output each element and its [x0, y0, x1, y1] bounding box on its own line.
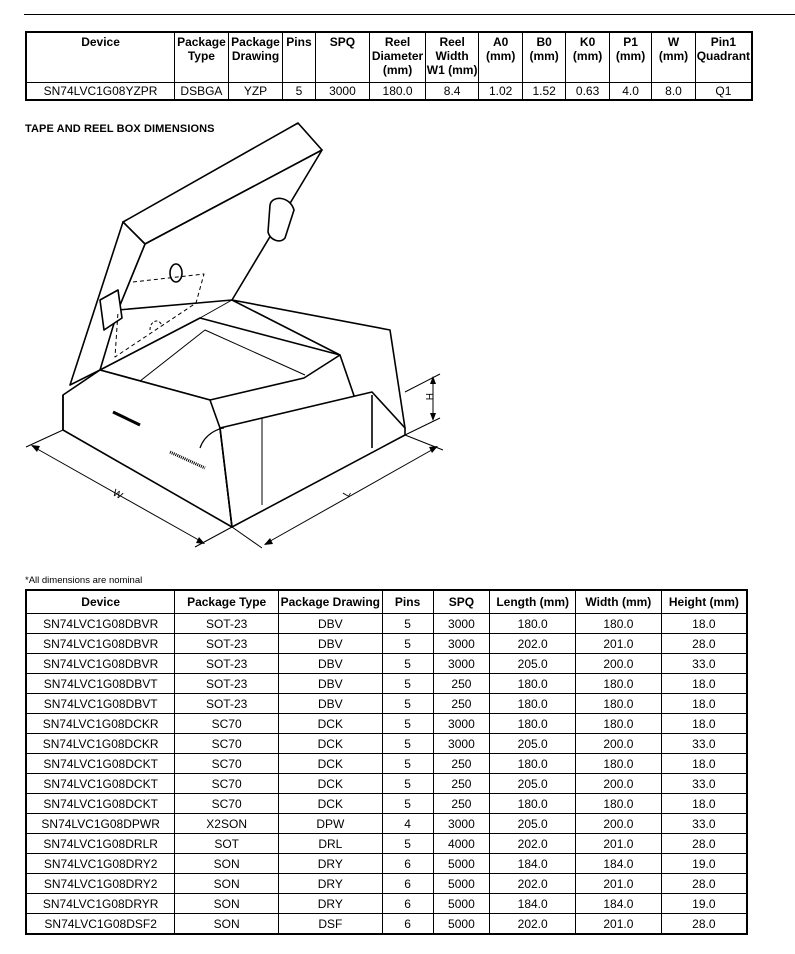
- dims-table-cell: DCK: [278, 774, 382, 794]
- dim-l-arrow-left: [264, 538, 273, 545]
- dims-table-cell: 28.0: [661, 874, 747, 894]
- dims-table-cell: 5: [382, 774, 433, 794]
- dims-table-row: [26, 814, 747, 834]
- dims-table-cell: 19.0: [661, 894, 747, 914]
- dims-table-cell: 202.0: [490, 874, 576, 894]
- spec-header-line: Diameter: [371, 49, 424, 63]
- dims-table-cell: SN74LVC1G08DBVT: [26, 694, 175, 714]
- dims-table-cell: 180.0: [490, 694, 576, 714]
- spec-table-cell: 4.0: [609, 83, 651, 101]
- dims-table-cell: SOT-23: [175, 674, 279, 694]
- dims-table-cell: 201.0: [576, 634, 662, 654]
- dims-table-cell: 180.0: [490, 794, 576, 814]
- dims-table-cell: DBV: [278, 654, 382, 674]
- box-dimensions-header-row: [26, 590, 747, 614]
- dims-table-cell: 6: [382, 874, 433, 894]
- dim-l-ext-right: [405, 435, 443, 450]
- dims-table-cell: SC70: [175, 774, 279, 794]
- spec-table-cell: 1.52: [522, 83, 565, 101]
- spec-header-cell: [652, 32, 695, 83]
- spec-header-cell: [283, 32, 315, 83]
- dims-table-row: [26, 774, 747, 794]
- spec-header-cell: [695, 32, 752, 83]
- spec-header-cell: [370, 32, 426, 83]
- dims-table-cell: 200.0: [576, 654, 662, 674]
- dims-table-cell: 5: [382, 794, 433, 814]
- dims-table-row: [26, 874, 747, 894]
- dims-table-cell: DCK: [278, 754, 382, 774]
- spec-table-cell: 0.63: [566, 83, 609, 101]
- dims-header-cell: Package Type: [175, 590, 279, 614]
- dims-table-cell: 180.0: [576, 694, 662, 714]
- dims-table-cell: 205.0: [490, 734, 576, 754]
- dims-table-cell: SC70: [175, 714, 279, 734]
- dims-table-cell: 180.0: [490, 614, 576, 634]
- spec-header-line: Device: [81, 35, 120, 49]
- dim-h-arrow-bottom: [430, 413, 436, 421]
- dims-header-cell: SPQ: [433, 590, 490, 614]
- dims-table-cell: DBV: [278, 614, 382, 634]
- dim-l-arrow-right: [429, 446, 438, 453]
- tape-reel-box-diagram: [20, 118, 450, 558]
- dims-table-cell: DSF: [278, 914, 382, 935]
- spec-header-line: P1: [623, 35, 638, 49]
- dims-table-cell: 18.0: [661, 754, 747, 774]
- top-rule: [24, 14, 795, 15]
- dims-table-cell: 3000: [433, 734, 490, 754]
- spec-table-cell: 8.0: [652, 83, 695, 101]
- dim-l-ext-left: [232, 527, 262, 548]
- dims-table-cell: 3000: [433, 814, 490, 834]
- dims-table-cell: 6: [382, 854, 433, 874]
- dims-table-cell: SC70: [175, 794, 279, 814]
- dims-table-cell: 201.0: [576, 874, 662, 894]
- dims-table-cell: 250: [433, 794, 490, 814]
- dims-table-cell: 18.0: [661, 714, 747, 734]
- dims-table-cell: DCK: [278, 714, 382, 734]
- dims-table-cell: 184.0: [576, 854, 662, 874]
- dim-h-ext-bottom: [405, 418, 440, 435]
- spec-header-line: Drawing: [231, 49, 280, 63]
- dims-table-cell: DBV: [278, 694, 382, 714]
- dims-table-cell: 202.0: [490, 834, 576, 854]
- spec-table-cell: SN74LVC1G08YZPR: [26, 83, 175, 101]
- dims-table-cell: 6: [382, 914, 433, 935]
- dims-header-cell: Width (mm): [576, 590, 662, 614]
- dims-table-cell: DRY: [278, 874, 382, 894]
- dims-table-cell: SN74LVC1G08DRY2: [26, 874, 175, 894]
- dims-table-cell: 180.0: [576, 794, 662, 814]
- dims-table-cell: 202.0: [490, 634, 576, 654]
- spec-header-cell: [425, 32, 479, 83]
- dims-header-cell: Device: [26, 590, 175, 614]
- dims-table-row: [26, 714, 747, 734]
- footnote: *All dimensions are nominal: [25, 575, 143, 586]
- dims-header-cell: Length (mm): [490, 590, 576, 614]
- dims-table-cell: 5: [382, 694, 433, 714]
- spec-table-cell: 3000: [315, 83, 370, 101]
- spec-header-line: Package: [177, 35, 226, 49]
- spec-header-line: SPQ: [329, 35, 356, 49]
- dims-table-cell: 180.0: [576, 614, 662, 634]
- dims-table-row: [26, 634, 747, 654]
- dims-table-cell: 250: [433, 754, 490, 774]
- dims-table-cell: DBV: [278, 634, 382, 654]
- dims-table-row: [26, 894, 747, 914]
- dims-table-cell: SOT-23: [175, 654, 279, 674]
- dims-table-cell: 6: [382, 894, 433, 914]
- dims-table-cell: SN74LVC1G08DCKR: [26, 714, 175, 734]
- dims-table-cell: DCK: [278, 734, 382, 754]
- dims-table-cell: 205.0: [490, 654, 576, 674]
- dims-table-cell: DCK: [278, 794, 382, 814]
- spec-header-line: (mm): [615, 49, 646, 63]
- spec-header-line: (mm): [572, 49, 603, 63]
- box-right-face: [220, 392, 405, 527]
- dims-table-cell: 200.0: [576, 774, 662, 794]
- dims-table-cell: SN74LVC1G08DCKT: [26, 774, 175, 794]
- dims-table-cell: 250: [433, 694, 490, 714]
- dims-table-row: [26, 674, 747, 694]
- dims-table-cell: 18.0: [661, 614, 747, 634]
- box-dimensions-table: [25, 589, 748, 935]
- spec-header-line: A0: [492, 35, 509, 49]
- dims-table-cell: 5: [382, 754, 433, 774]
- dims-table-cell: SOT-23: [175, 634, 279, 654]
- dims-table-cell: 202.0: [490, 914, 576, 935]
- dims-table-cell: SN74LVC1G08DCKT: [26, 754, 175, 774]
- spec-header-line: (mm): [382, 63, 413, 77]
- dims-table-cell: 250: [433, 674, 490, 694]
- dims-table-cell: 33.0: [661, 654, 747, 674]
- dims-table-cell: 33.0: [661, 814, 747, 834]
- dims-table-cell: 5000: [433, 874, 490, 894]
- dims-table-cell: 180.0: [490, 714, 576, 734]
- spec-header-line: Package: [231, 35, 280, 49]
- spec-header-line: B0: [536, 35, 552, 49]
- dims-table-cell: 180.0: [490, 674, 576, 694]
- dims-table-cell: 184.0: [576, 894, 662, 914]
- dims-table-cell: SN74LVC1G08DRYR: [26, 894, 175, 914]
- dims-table-cell: SN74LVC1G08DRLR: [26, 834, 175, 854]
- dims-table-cell: 4000: [433, 834, 490, 854]
- dims-table-cell: SN74LVC1G08DBVR: [26, 634, 175, 654]
- dims-table-cell: SOT: [175, 834, 279, 854]
- spec-header-line: (mm): [658, 49, 689, 63]
- spec-header-line: Pin1: [710, 35, 737, 49]
- dim-w-label: W: [110, 487, 125, 502]
- dim-h-arrow-top: [430, 376, 436, 384]
- dims-table-cell: 200.0: [576, 814, 662, 834]
- dims-table-cell: 5: [382, 734, 433, 754]
- dims-table-row: [26, 914, 747, 935]
- dims-table-cell: 201.0: [576, 914, 662, 935]
- dims-table-cell: 205.0: [490, 814, 576, 834]
- dims-table-cell: DPW: [278, 814, 382, 834]
- dims-table-cell: DRY: [278, 894, 382, 914]
- dim-h-label: H: [423, 393, 434, 401]
- dims-table-cell: 180.0: [576, 674, 662, 694]
- spec-header-line: K0: [579, 35, 596, 49]
- spec-header-line: Reel: [384, 35, 411, 49]
- dims-table-cell: 5000: [433, 914, 490, 935]
- spec-header-line: (mm): [485, 49, 516, 63]
- dims-table-cell: DRL: [278, 834, 382, 854]
- dims-table-cell: 28.0: [661, 914, 747, 935]
- spec-header-cell: [479, 32, 522, 83]
- box-lid-dashed-curve: [150, 321, 162, 330]
- dims-table-cell: 18.0: [661, 794, 747, 814]
- section-title: TAPE AND REEL BOX DIMENSIONS: [25, 123, 215, 135]
- spec-header-line: W: [667, 35, 680, 49]
- dims-table-cell: 18.0: [661, 694, 747, 714]
- box-lid-tab: [268, 198, 294, 241]
- dims-table-cell: 5: [382, 714, 433, 734]
- dims-table-cell: SN74LVC1G08DCKT: [26, 794, 175, 814]
- spec-table-cell: YZP: [228, 83, 283, 101]
- dims-table-cell: 200.0: [576, 734, 662, 754]
- dims-table-cell: 3000: [433, 614, 490, 634]
- dims-table-cell: SC70: [175, 734, 279, 754]
- dims-table-cell: SN74LVC1G08DBVT: [26, 674, 175, 694]
- dims-table-cell: SON: [175, 854, 279, 874]
- dims-table-cell: SON: [175, 894, 279, 914]
- dim-l-label: L: [341, 488, 354, 500]
- spec-table-cell: DSBGA: [175, 83, 229, 101]
- spec-table-cell: Q1: [695, 83, 752, 101]
- dims-table-cell: SC70: [175, 754, 279, 774]
- dims-table-cell: 184.0: [490, 894, 576, 914]
- dims-header-cell: Package Drawing: [278, 590, 382, 614]
- dims-table-cell: 201.0: [576, 834, 662, 854]
- dims-table-cell: SON: [175, 874, 279, 894]
- dims-table-cell: 180.0: [576, 714, 662, 734]
- spec-header-cell: [175, 32, 229, 83]
- dims-table-row: [26, 854, 747, 874]
- dim-w-ext-left: [26, 430, 63, 447]
- spec-table-cell: 8.4: [425, 83, 479, 101]
- dims-table-cell: 3000: [433, 714, 490, 734]
- spec-header-line: Pins: [286, 35, 312, 49]
- dims-table-cell: 28.0: [661, 834, 747, 854]
- spec-header-cell: [566, 32, 609, 83]
- dims-table-cell: SN74LVC1G08DBVR: [26, 614, 175, 634]
- dims-table-cell: SN74LVC1G08DSF2: [26, 914, 175, 935]
- dims-table-cell: 3000: [433, 654, 490, 674]
- spec-header-line: Type: [187, 49, 215, 63]
- spec-header-cell: [522, 32, 565, 83]
- dims-table-row: [26, 654, 747, 674]
- dims-table-cell: SN74LVC1G08DBVR: [26, 654, 175, 674]
- dims-table-cell: 33.0: [661, 734, 747, 754]
- dims-table-cell: DRY: [278, 854, 382, 874]
- dims-table-cell: 5000: [433, 854, 490, 874]
- spec-header-line: Reel: [439, 35, 465, 49]
- spec-header-line: W1 (mm): [426, 63, 478, 77]
- spec-header-cell: [609, 32, 651, 83]
- dims-table-cell: 5: [382, 834, 433, 854]
- spec-table-cell: 5: [283, 83, 315, 101]
- spec-table-cell: 180.0: [370, 83, 426, 101]
- dims-table-cell: 180.0: [576, 754, 662, 774]
- dims-table-cell: 5: [382, 654, 433, 674]
- dims-table-cell: SN74LVC1G08DCKR: [26, 734, 175, 754]
- dim-w-ext-right: [195, 527, 232, 547]
- dims-table-cell: SOT-23: [175, 614, 279, 634]
- dims-table-row: [26, 794, 747, 814]
- dims-table-cell: SN74LVC1G08DRY2: [26, 854, 175, 874]
- spec-table-cell: 1.02: [479, 83, 522, 101]
- dims-table-cell: SN74LVC1G08DPWR: [26, 814, 175, 834]
- dims-table-cell: 33.0: [661, 774, 747, 794]
- dims-table-cell: 205.0: [490, 774, 576, 794]
- spec-header-line: (mm): [529, 49, 559, 63]
- dims-table-cell: DBV: [278, 674, 382, 694]
- dims-table-row: [26, 754, 747, 774]
- dim-w-arrow-right: [196, 537, 205, 544]
- dims-header-cell: Height (mm): [661, 590, 747, 614]
- dims-table-cell: 180.0: [490, 754, 576, 774]
- dims-table-cell: X2SON: [175, 814, 279, 834]
- dims-table-cell: 5: [382, 614, 433, 634]
- dims-header-cell: Pins: [382, 590, 433, 614]
- dims-table-cell: 19.0: [661, 854, 747, 874]
- spec-header-cell: [26, 32, 175, 83]
- dims-table-row: [26, 834, 747, 854]
- dims-table-row: [26, 694, 747, 714]
- dims-table-row: [26, 734, 747, 754]
- dims-table-cell: SON: [175, 914, 279, 935]
- dim-w-arrow-left: [31, 445, 40, 452]
- reel-spec-header-row: [26, 32, 752, 83]
- spec-header-cell: [228, 32, 283, 83]
- dims-table-cell: SOT-23: [175, 694, 279, 714]
- dims-table-cell: 184.0: [490, 854, 576, 874]
- dims-table-cell: 3000: [433, 634, 490, 654]
- dims-table-cell: 18.0: [661, 674, 747, 694]
- dims-table-cell: 5: [382, 674, 433, 694]
- dims-table-row: [26, 614, 747, 634]
- spec-header-cell: [315, 32, 370, 83]
- spec-header-line: Quadrant: [696, 49, 751, 63]
- dims-table-cell: 4: [382, 814, 433, 834]
- dims-table-cell: 5000: [433, 894, 490, 914]
- dims-table-cell: 250: [433, 774, 490, 794]
- dims-table-cell: 5: [382, 634, 433, 654]
- dims-table-cell: 28.0: [661, 634, 747, 654]
- reel-spec-table: [25, 31, 753, 101]
- spec-header-line: Width: [435, 49, 469, 63]
- spec-table-row: [26, 83, 752, 101]
